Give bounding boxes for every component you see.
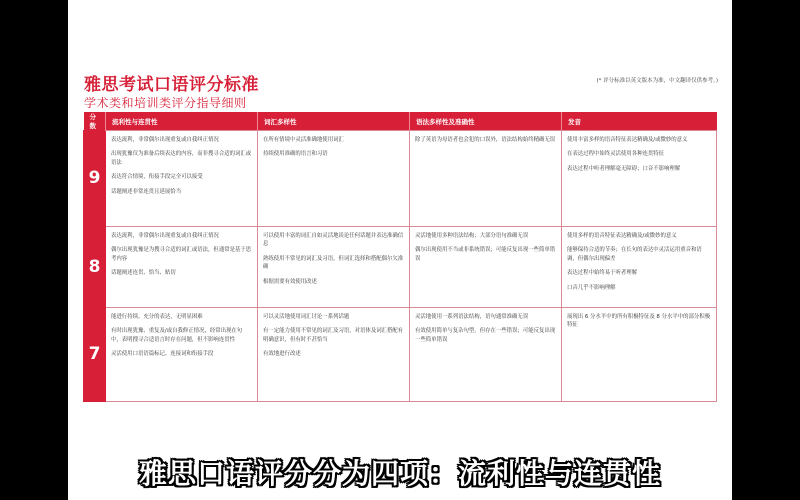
descriptor: 表达符合情境，衔接手段完全可以接受 bbox=[111, 174, 203, 181]
descriptor: 持续使用准确的语言和习语 bbox=[263, 151, 328, 158]
descriptor: 表达过程中听者理解毫无障碍；口音不影响理解 bbox=[567, 165, 681, 172]
descriptor: 可以使用丰富的词汇自如灵活地谈论任何话题并表达准确信息 bbox=[263, 233, 404, 248]
descriptor: 熟练使用不常见的词汇及习语，但词汇选择和搭配偶尔欠准确 bbox=[263, 255, 404, 271]
descriptor: 有时出现犹豫、重复及/或自我修正情况，经常出现在句中，表明搜寻合适语言时存在问题，但不影响连贯性 bbox=[111, 328, 243, 343]
descriptor: 在表达过程中始终灵活使用各种连贯特征 bbox=[567, 151, 665, 158]
slide-title: 雅思考试口语评分标准 bbox=[84, 75, 259, 95]
header-score: 分数 bbox=[84, 112, 106, 131]
descriptor: 除了英语为母语者也会犯的口误外，语法结构始终精确无误 bbox=[415, 137, 556, 143]
descriptor: 偶尔出现犹豫是为搜寻合适的词汇或语法，但通常是基于思考内容 bbox=[111, 247, 252, 262]
descriptor: 话题阐述连贯、恰当、贴切 bbox=[111, 270, 176, 277]
descriptor: 表达流利，非常偶尔出现重复或自我纠正情况 bbox=[111, 137, 219, 143]
descriptor: 根据需要有效使用改述 bbox=[263, 278, 317, 285]
descriptor: 话题阐述非常连贯且延展恰当 bbox=[111, 188, 182, 195]
fluency-cell bbox=[106, 131, 258, 227]
pronunciation-cell bbox=[562, 308, 717, 402]
header-grammar: 语法多样性及准确性 bbox=[410, 112, 562, 131]
fluency-cell bbox=[106, 308, 258, 402]
score-cell: 9 bbox=[84, 131, 106, 227]
fluency-cell bbox=[106, 227, 258, 308]
descriptor: 灵活使用口语语篇标记、连接词和衔接手段 bbox=[111, 351, 214, 358]
descriptor: 有效使用简单与复杂句型，但存在一些错误；可能反复出现一些简单错误 bbox=[415, 328, 556, 343]
descriptor: 有一定能力使用不常见的词汇及习语，对语体及词汇搭配有明确意识，但有时不甚恰当 bbox=[263, 328, 404, 343]
header-pronunciation: 发音 bbox=[562, 112, 717, 131]
table-header-row bbox=[84, 112, 717, 131]
descriptor: 展现出 6 分水平中的所有积极特征及 8 分水平中的部分积极特征 bbox=[567, 314, 711, 329]
pronunciation-cell bbox=[562, 227, 717, 308]
table-row bbox=[84, 131, 717, 227]
descriptor: 出现犹豫仅为准备后续表达的内容，而非搜寻合适的词汇或语法 bbox=[111, 151, 252, 166]
descriptor: 口音几乎不影响理解 bbox=[567, 284, 616, 291]
descriptor: 使用丰富多样的语音特征表达精确及/或微妙的意义 bbox=[567, 137, 688, 143]
lexical-cell bbox=[258, 227, 410, 308]
lexical-cell bbox=[258, 131, 410, 227]
header-fluency: 流利性与连贯性 bbox=[106, 112, 258, 131]
descriptor: 偶尔出现使用不当或非系统错误；可能反复出现一些简单错误 bbox=[415, 247, 556, 262]
grammar-cell bbox=[410, 131, 562, 227]
descriptor: 有效地进行改述 bbox=[263, 351, 301, 358]
descriptor: 使用多样的语音特征表达精确及/或微妙的意义 bbox=[567, 233, 677, 239]
grammar-cell bbox=[410, 308, 562, 402]
header-lexical: 词汇多样性 bbox=[258, 112, 410, 131]
grammar-cell bbox=[410, 227, 562, 308]
scoring-table bbox=[83, 112, 717, 402]
descriptor: 能进行持续、充分的表达，无明显困难 bbox=[111, 314, 203, 320]
pronunciation-cell bbox=[562, 131, 717, 227]
descriptor: 能够保持合适的节奏；在长句的表达中灵活运用重音和语调，但偶尔出现偏差 bbox=[567, 247, 702, 262]
table-row bbox=[84, 227, 717, 308]
score-cell: 8 bbox=[84, 227, 106, 308]
descriptor: 灵活地使用多种语法结构；大部分语句准确无误 bbox=[415, 233, 529, 239]
slide-subtitle: 学术类和培训类评分指导细则 bbox=[84, 96, 247, 110]
descriptor: 可以灵活地使用词汇讨论一系列话题 bbox=[263, 314, 350, 320]
descriptor: 表达过程中始终易于听者理解 bbox=[567, 270, 638, 277]
table-row bbox=[84, 308, 717, 402]
video-subtitle: 雅思口语评分分为四项：流利性与连贯性 bbox=[138, 457, 661, 490]
descriptor: 在所有情境中灵活准确地使用词汇 bbox=[263, 137, 344, 143]
translation-note: (* 评分标准以英文版本为准，中文翻译仅供参考。) bbox=[596, 78, 718, 84]
score-cell: 7 bbox=[84, 308, 106, 402]
descriptor: 表达流利，非常偶尔出现重复或自我纠正情况 bbox=[111, 233, 219, 239]
descriptor: 灵活地使用一系列语法结构，语句通常准确无误 bbox=[415, 314, 529, 320]
slide bbox=[68, 0, 732, 500]
lexical-cell bbox=[258, 308, 410, 402]
